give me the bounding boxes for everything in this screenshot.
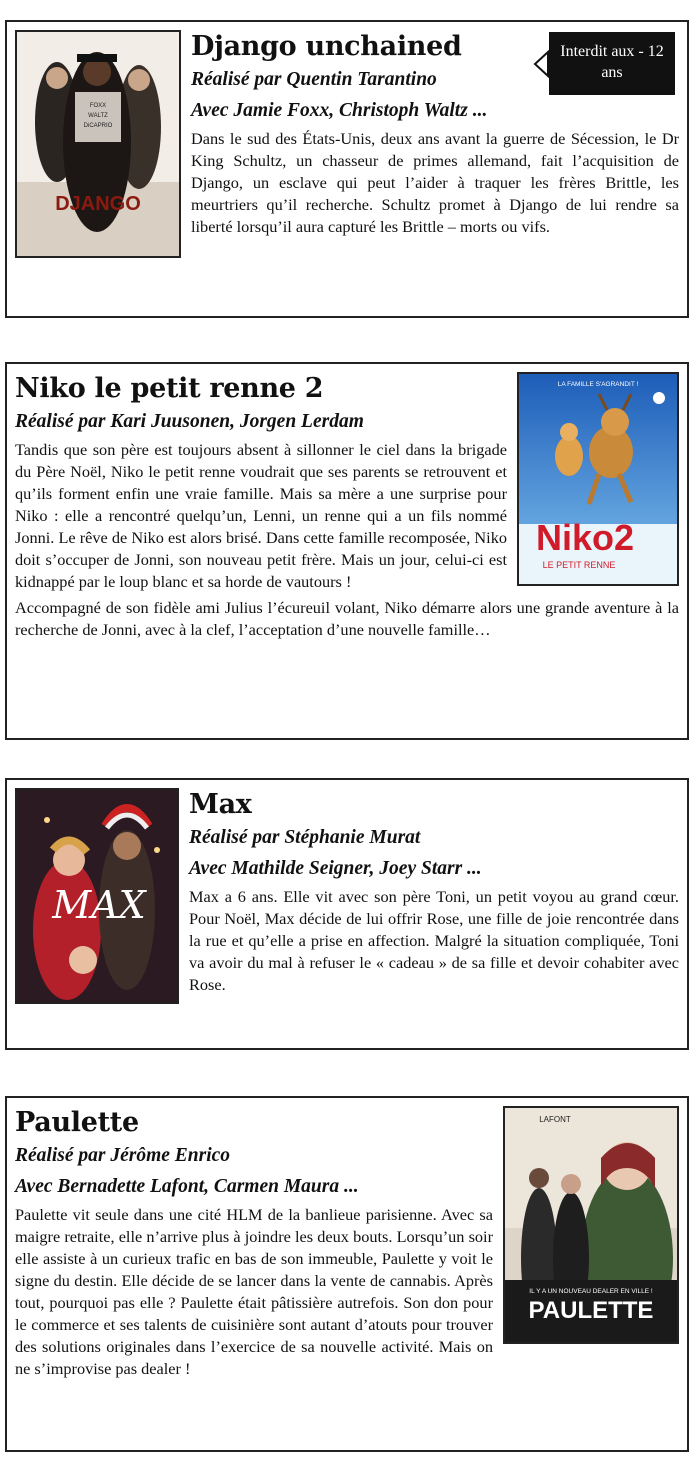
film-title: Django unchained [191, 31, 462, 62]
poster-niko-image [519, 374, 677, 584]
poster-niko [517, 372, 679, 586]
film-cast: Avec Bernadette Lafont, Carmen Maura ... [15, 1176, 359, 1197]
poster-niko-top: LA FAMILLE S'AGRANDIT ! [557, 381, 639, 388]
poster-max-image [17, 790, 177, 1002]
film-cast: Avec Jamie Foxx, Christoph Waltz ... [191, 100, 488, 121]
poster-django-label: DJANGO [55, 193, 141, 215]
film-card-paulette [5, 1096, 689, 1452]
poster-max [15, 788, 179, 1004]
svg-text:FOXX: FOXX [89, 103, 107, 109]
badge-arrow-icon [533, 50, 549, 78]
poster-paulette [503, 1106, 679, 1344]
film-synopsis-2: Accompagné de son fidèle ami Julius l’écureuil volant, Niko démarre alors une grande aventure à la recherche de Jonni, avec à la clef, l’acceptation d’une nouvelle famille… [15, 598, 679, 639]
film-synopsis: Max a 6 ans. Elle vit avec son père Toni, un petit voyou au grand cœur. Pour Noël, Max décide de lui offrir Rose, une fille de joie rencontrée dans la rue et qu’elle a prise en affection. Malgré la situation compliquée, Toni va avoir du mal à refuser le « cadeau » de sa fille et devoir cohabiter avec Rose. [189, 887, 679, 994]
poster-niko-label: Niko2 [535, 517, 635, 558]
poster-django-image [17, 32, 179, 256]
film-director: Réalisé par Quentin Tarantino [191, 69, 437, 90]
film-synopsis: Dans le sud des États-Unis, deux ans avant la guerre de Sécession, le Dr King Schultz, un chasseur de primes allemand, fait l’acquisition de Django, un esclave qui peut l’aider à traquer les frères Brittle, les meurtriers qu’il recherche. Schultz promet à Django de lui rendre sa liberté lorsqu’il aura capturé les Brittle – morts ou vifs. [191, 129, 679, 236]
film-card-niko [5, 362, 689, 740]
film-title: Max [189, 789, 252, 820]
poster-paulette-label: PAULETTE [528, 1297, 654, 1324]
film-card-django [5, 20, 689, 318]
poster-niko-sub: LE PETIT RENNE [542, 560, 616, 570]
film-title: Niko le petit renne 2 [15, 373, 324, 404]
film-cast: Avec Mathilde Seigner, Joey Starr ... [189, 858, 482, 879]
poster-paulette-image [505, 1108, 677, 1342]
svg-text:WALTZ: WALTZ [88, 113, 108, 119]
film-director: Réalisé par Stéphanie Murat [189, 827, 421, 848]
film-title: Paulette [15, 1107, 139, 1138]
poster-paulette-top: LAFONT [539, 1115, 571, 1124]
age-rating-badge: Interdit aux - 12 ans [549, 32, 675, 95]
poster-max-label: MAX [52, 883, 146, 927]
film-card-max [5, 778, 689, 1050]
poster-django [15, 30, 181, 258]
film-synopsis: Tandis que son père est toujours absent à sillonner le ciel dans la brigade du Père Noël, Niko le petit renne voudrait que ses parents se retrouvent et qu’ils forment enfin une vraie famille. Mais sa mère a une surprise pour Niko : elle a rencontré quelqu’un, Lenni, un renne qui a un fils nommé Jonni. Le rêve de Niko est alors brisé. Dans cette famille recomposée, Niko doit s’occuper de Jonni, son nouveau petit frère. Mais un jour, celui-ci est kidnappé par le loup blanc et sa horde de vautours ! [15, 440, 507, 591]
svg-text:DiCAPRIO: DiCAPRIO [83, 123, 113, 129]
film-synopsis: Paulette vit seule dans une cité HLM de la banlieue parisienne. Avec sa maigre retraite, elle n’arrive plus à joindre les deux bouts. Lorsqu’un soir elle assiste à un curieux trafic en bas de son immeuble, Paulette y voit le signe du destin. Elle décide de se lancer dans la vente de cannabis. Après tout, pourquoi pas elle ? Paulette était pâtissière autrefois. Son don pour le commerce et ses talents de cuisinière sont autant d’atouts pour trouver des solutions originales dans l’exercice de sa nouvelle activité. Mais on ne s’improvise pas dealer ! [15, 1205, 493, 1378]
poster-paulette-tag: IL Y A UN NOUVEAU DEALER EN VILLE ! [529, 1288, 653, 1295]
film-director: Réalisé par Jérôme Enrico [15, 1145, 231, 1166]
film-director: Réalisé par Kari Juusonen, Jorgen Lerdam [15, 411, 364, 432]
